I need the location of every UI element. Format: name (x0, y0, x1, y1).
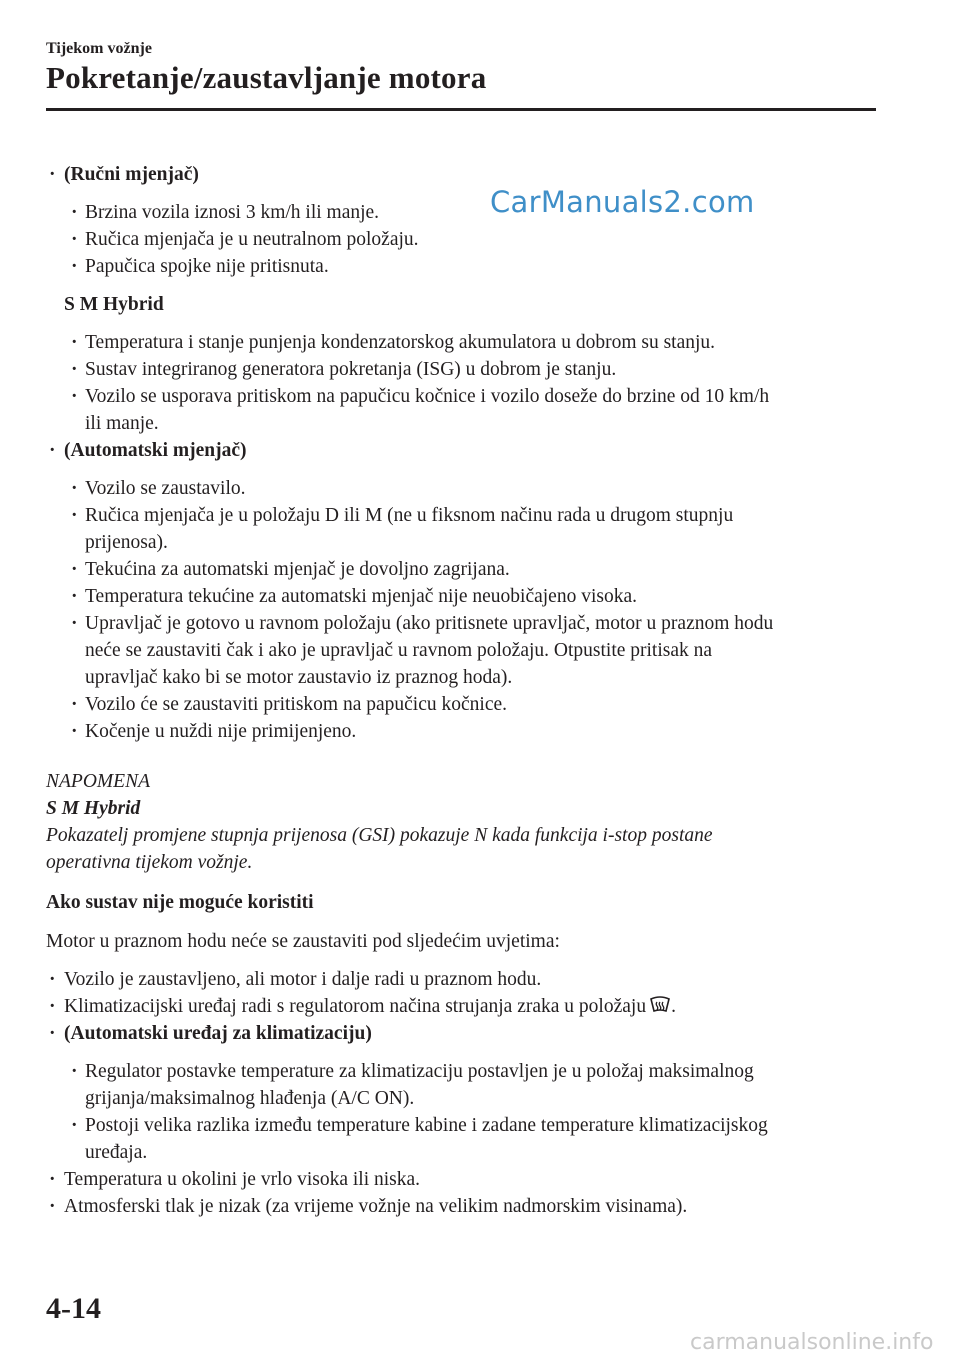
bullet: · (71, 202, 78, 223)
intro-text: Motor u praznom hodu neće se zaustaviti pod sljedećim uvjetima: (46, 931, 560, 952)
bullet: · (71, 694, 78, 715)
list-item-text-end: . (671, 996, 676, 1017)
bullet: · (71, 359, 78, 380)
list-item: Brzina vozila iznosi 3 km/h ili manje. (85, 202, 380, 223)
list-item: Postoji velika razlika između temperature kabine i zadane temperature klimatizacijskog (85, 1115, 768, 1136)
list-item-continuation: neće se zaustaviti čak i ako je upravljač u ravnom položaju. Otpustite pritisak na (85, 640, 713, 661)
list-item: Vozilo će se zaustaviti pritiskom na papučicu kočnice. (85, 694, 508, 715)
subheading-hybrid: S M Hybrid (64, 294, 164, 315)
watermark-top: CarManuals2.com (490, 185, 755, 219)
bullet: · (49, 996, 56, 1017)
subheading-auto-ac: (Automatski uređaj za klimatizaciju) (64, 1023, 372, 1044)
list-item: Atmosferski tlak je nizak (za vrijeme vožnje na velikim nadmorskim visinama). (64, 1196, 688, 1217)
bullet: · (71, 1061, 78, 1082)
bullet: · (49, 969, 56, 990)
list-item-continuation: upravljač kako bi se motor zaustavio iz praznog hoda). (85, 667, 513, 688)
bullet: · (49, 164, 56, 185)
list-item: Sustav integriranog generatora pokretanja (ISG) u dobrom je stanju. (85, 359, 617, 380)
bullet: · (49, 440, 56, 461)
list-item: Regulator postavke temperature za klimatizaciju postavljen je u položaj maksimalnog (85, 1061, 754, 1082)
section-heading: Ako sustav nije moguće koristiti (46, 892, 314, 913)
list-item: Vozilo se zaustavilo. (85, 478, 246, 499)
bullet: · (71, 721, 78, 742)
page-number: 4-14 (46, 1292, 101, 1325)
bullet: · (71, 1115, 78, 1136)
list-item: Kočenje u nuždi nije primijenjeno. (85, 721, 357, 742)
list-item-continuation: prijenosa). (85, 532, 168, 553)
page-title: Pokretanje/zaustavljanje motora (46, 60, 487, 95)
bullet: · (49, 1023, 56, 1044)
bullet: · (71, 478, 78, 499)
bullet: · (71, 332, 78, 353)
header-rule (46, 108, 876, 111)
bullet: · (71, 586, 78, 607)
list-item: Temperatura tekućine za automatski mjenjač nije neuobičajeno visoka. (85, 586, 637, 607)
list-item-continuation: grijanja/maksimalnog hlađenja (A/C ON). (85, 1088, 415, 1109)
list-item: Temperatura i stanje punjenja kondenzatorskog akumulatora u dobrom su stanju. (85, 332, 716, 353)
list-item-continuation: uređaja. (85, 1142, 148, 1163)
bullet: · (49, 1196, 56, 1217)
subheading-manual: (Ručni mjenjač) (64, 164, 199, 185)
list-item-text: Klimatizacijski uređaj radi s regulatorom načina strujanja zraka u položaju (64, 996, 647, 1017)
list-item: Temperatura u okolini je vrlo visoka ili niska. (64, 1169, 421, 1190)
list-item: Vozilo se usporava pritiskom na papučicu kočnice i vozilo doseže do brzine od 10 km/h (85, 386, 770, 407)
note-label: NAPOMENA (46, 771, 150, 792)
windshield-defroster-icon (649, 995, 671, 1023)
list-item: Ručica mjenjača je u položaju D ili M (ne u fiksnom načinu rada u drugom stupnju (85, 505, 734, 526)
bullet: · (71, 505, 78, 526)
bullet: · (71, 229, 78, 250)
list-item-continuation: ili manje. (85, 413, 159, 434)
bullet: · (71, 559, 78, 580)
list-item (64, 993, 676, 1023)
bullet: · (71, 613, 78, 634)
list-item: Tekućina za automatski mjenjač je dovoljno zagrijana. (85, 559, 510, 580)
bullet: · (71, 256, 78, 277)
running-header: Tijekom vožnje (46, 40, 152, 57)
subheading-automatic: (Automatski mjenjač) (64, 440, 247, 461)
note-text: operativna tijekom vožnje. (46, 852, 253, 873)
watermark-bottom: carmanualsonline.info (690, 1330, 934, 1355)
bullet: · (49, 1169, 56, 1190)
list-item: Upravljač je gotovo u ravnom položaju (ako pritisnete upravljač, motor u praznom hodu (85, 613, 774, 634)
note-text: Pokazatelj promjene stupnja prijenosa (GSI) pokazuje N kada funkcija i-stop postane (46, 825, 713, 846)
note-subheading: S M Hybrid (46, 798, 141, 819)
list-item: Papučica spojke nije pritisnuta. (85, 256, 329, 277)
list-item: Ručica mjenjača je u neutralnom položaju. (85, 229, 419, 250)
list-item: Vozilo je zaustavljeno, ali motor i dalje radi u praznom hodu. (64, 969, 542, 990)
bullet: · (71, 386, 78, 407)
